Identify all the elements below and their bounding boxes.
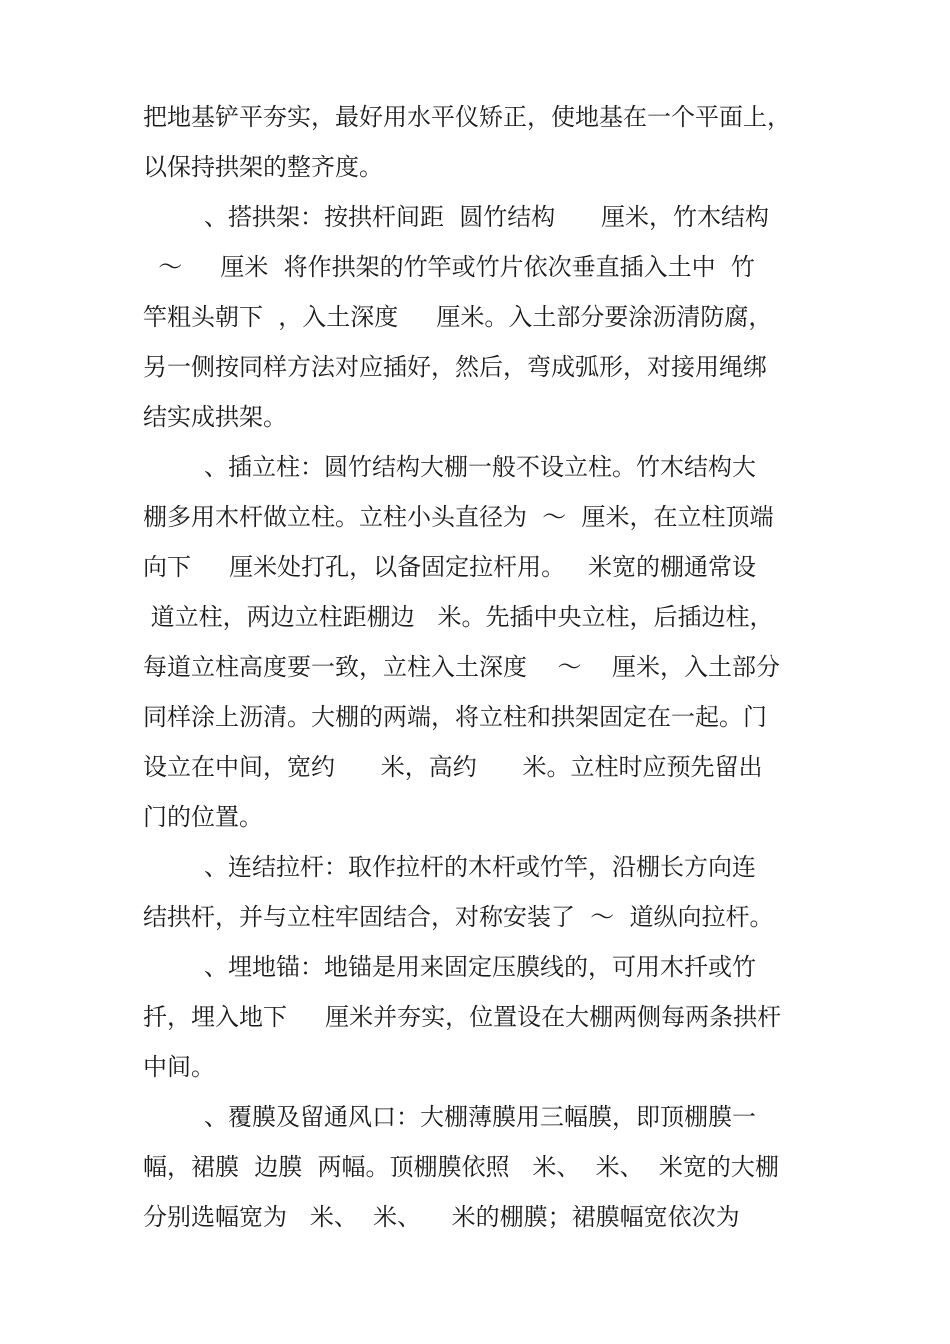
text-line: 门的位置。	[143, 803, 263, 831]
text-line: 设立在中间，宽约 米，高约 米。立柱时应预先留出	[143, 753, 763, 781]
text-line: 同样涂上沥清。大棚的两端，将立柱和拱架固定在一起。门	[143, 703, 767, 731]
text-line: 每道立柱高度要一致，立柱入土深度 ～ 厘米，入土部分	[143, 653, 781, 681]
text-line: 结拱杆，并与立柱牢固结合，对称安装了 ～ 道纵向拉杆。	[143, 903, 774, 931]
text-line: 幅，裙膜 边膜 两幅。顶棚膜依照 米、 米、 米宽的大棚	[143, 1153, 779, 1181]
text-line: 道立柱，两边立柱距棚边 米。先插中央立柱，后插边柱，	[143, 603, 774, 631]
text-line: 把地基铲平夯实，最好用水平仪矫正，使地基在一个平面上，	[143, 103, 791, 131]
text-line: 棚多用木杆做立柱。立柱小头直径为 ～ 厘米，在立柱顶端	[143, 503, 774, 531]
text-line: 、搭拱架：按拱杆间距 圆竹结构 厘米，竹木结构	[143, 203, 770, 231]
text-line: 、覆膜及留通风口：大棚薄膜用三幅膜，即顶棚膜一	[143, 1103, 757, 1131]
text-line: 、埋地锚：地锚是用来固定压膜线的，可用木扦或竹	[143, 953, 757, 981]
text-line: 中间。	[143, 1053, 215, 1081]
text-line: 以保持拱架的整齐度。	[143, 153, 383, 181]
text-line: 另一侧按同样方法对应插好，然后，弯成弧形，对接用绳绑	[143, 353, 767, 381]
text-line: 、连结拉杆：取作拉杆的木杆或竹竿，沿棚长方向连	[143, 853, 757, 881]
text-line: 结实成拱架。	[143, 403, 287, 431]
text-line: 向下 厘米处打孔，以备固定拉杆用。 米宽的棚通常设	[143, 553, 757, 581]
body-text	[143, 92, 823, 1242]
text-line: 、插立柱：圆竹结构大棚一般不设立柱。竹木结构大	[143, 453, 757, 481]
text-line: ～ 厘米 将作拱架的竹竿或竹片依次垂直插入土中 竹	[143, 253, 755, 281]
text-line: 竿粗头朝下 ，入土深度 厘米。入土部分要涂沥清防腐，	[143, 303, 773, 331]
text-line: 分别选幅宽为 米、 米、 米的棚膜；裙膜幅宽依次为	[143, 1203, 740, 1231]
text-line: 扦，埋入地下 厘米并夯实，位置设在大棚两侧每两条拱杆	[143, 1003, 782, 1031]
